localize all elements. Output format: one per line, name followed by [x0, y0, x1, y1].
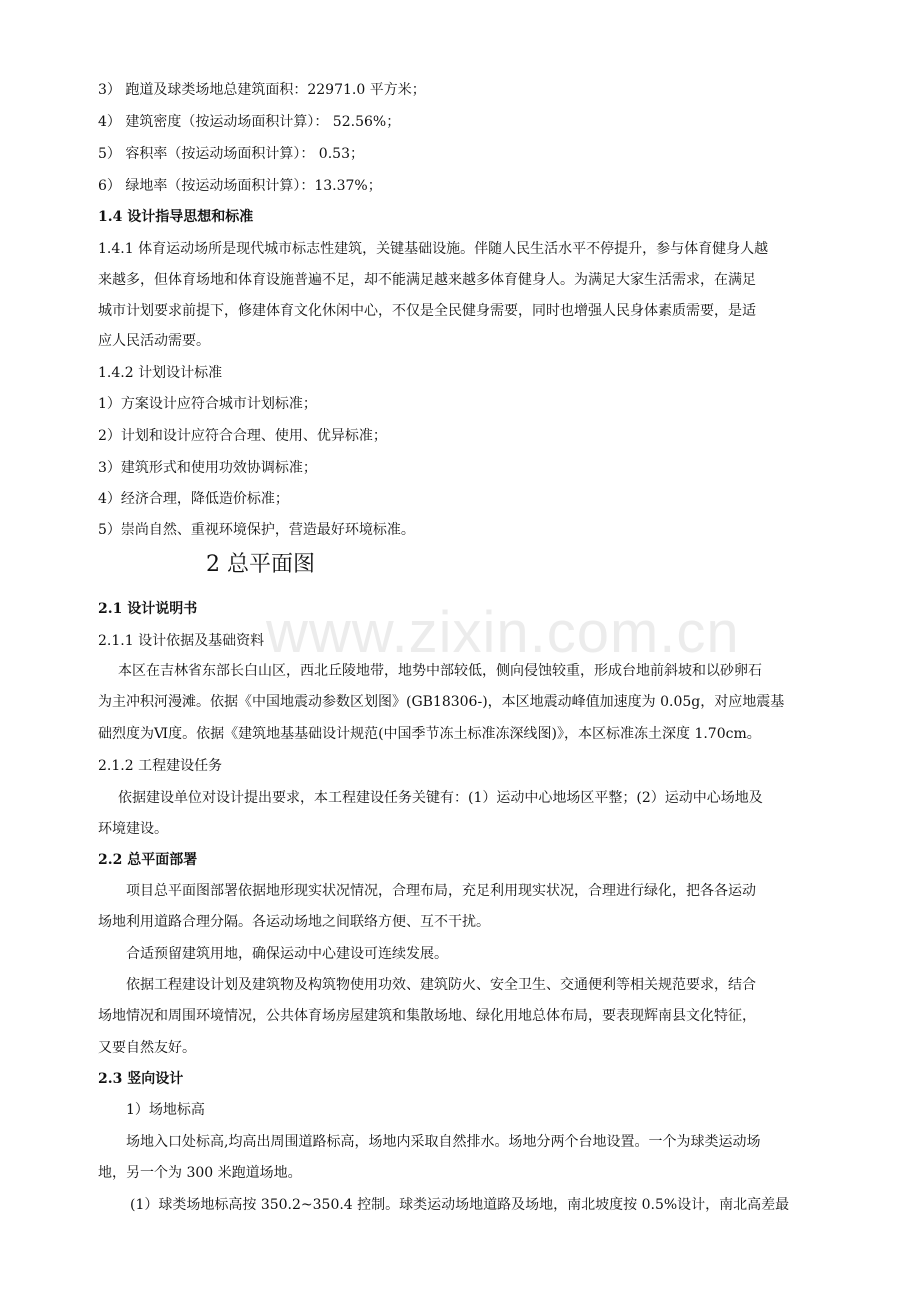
item-3-track-area: 3） 跑道及球类场地总建筑面积：22971.0 平方米；	[98, 82, 426, 98]
paragraph-1-4-1-line-4: 应人民活动需要。	[98, 333, 210, 349]
paragraph-1-4-1-line-1: 1.4.1 体育运动场所是现代城市标志性建筑，关键基础设施。伴随人民生活水平不停提升，参与体育健身人越	[98, 241, 769, 257]
paragraph-2-2-3-line-2: 场地情况和周围环境情况，公共体育场房屋建筑和集散场地、绿化用地总体布局，要表现辉南县文化特征，	[98, 1008, 756, 1024]
paragraph-2-2-1-line-1: 项目总平面图部署依据地形现实状况情况，合理布局，充足利用现实状况，合理进行绿化，把各各运动	[126, 883, 756, 899]
chapter-title: 2 总平面图	[206, 552, 315, 577]
paragraph-2-2-1-line-2: 场地利用道路合理分隔。各运动场地之间联络方便、互不干扰。	[98, 914, 490, 930]
paragraph-2-1-1-line-1: 本区在吉林省东部长白山区，西北丘陵地带，地势中部较低，侧向侵蚀较重，形成台地前斜坡和以砂卵石	[118, 663, 762, 679]
paragraph-2-1-2-line-1: 依据建设单位对设计提出要求，本工程建设任务关键有：(1）运动中心地场区平整；(2）运动中心场地及	[118, 790, 763, 806]
standard-item-3: 3）建筑形式和使用功效协调标准；	[98, 460, 317, 476]
heading-1-4-2: 1.4.2 计划设计标准	[98, 365, 223, 381]
paragraph-2-3-line-2: 地，另一个为 300 米跑道场地。	[98, 1165, 302, 1181]
paragraph-2-3-line-3: (1）球类场地标高按 350.2~350.4 控制。球类运动场地道路及场地，南北坡度按 0.5%设计，南北高差最	[130, 1197, 790, 1213]
standard-item-4: 4）经济合理，降低造价标准；	[98, 491, 289, 507]
standard-item-1: 1）方案设计应符合城市计划标准；	[98, 396, 317, 412]
heading-2-3: 2.3 竖向设计	[98, 1071, 184, 1087]
paragraph-2-2-3-line-1: 依据工程建设计划及建筑物及构筑物使用功效、建筑防火、安全卫生、交通便利等相关规范要求，结合	[126, 977, 756, 993]
subheading-site-elevation: 1）场地标高	[126, 1102, 205, 1118]
paragraph-2-2-2: 合适预留建筑用地，确保运动中心建设可连续发展。	[126, 946, 448, 962]
heading-2-2: 2.2 总平面部署	[98, 852, 198, 868]
paragraph-2-1-2-line-2: 环境建设。	[98, 821, 168, 837]
standard-item-2: 2）计划和设计应符合合理、使用、优异标准；	[98, 428, 387, 444]
watermark: www.zixin.com.cn	[266, 600, 740, 665]
item-5-floor-area-ratio: 5） 容积率（按运动场面积计算）： 0.53；	[98, 146, 364, 162]
heading-1-4: 1.4 设计指导思想和标准	[98, 209, 254, 225]
paragraph-2-3-line-1: 场地入口处标高,均高出周围道路标高，场地内采取自然排水。场地分两个台地设置。一个为球类运动场	[126, 1134, 761, 1150]
item-6-green-ratio: 6） 绿地率（按运动场面积计算）：13.37%；	[98, 178, 382, 194]
paragraph-2-1-1-line-3: 础烈度为Ⅵ度。依据《建筑地基基础设计规范(中国季节冻土标准冻深线图)》，本区标准冻土深度 1.70cm。	[98, 726, 761, 742]
paragraph-1-4-1-line-3: 城市计划要求前提下，修建体育文化休闲中心，不仅是全民健身需要，同时也增强人民身体素质需要，是适	[98, 303, 756, 319]
heading-2-1-1: 2.1.1 设计依据及基础资料	[98, 633, 265, 649]
standard-item-5: 5）崇尚自然、重视环境保护，营造最好环境标准。	[98, 522, 415, 538]
heading-2-1: 2.1 设计说明书	[98, 601, 198, 617]
paragraph-2-1-1-line-2: 为主冲积河漫滩。依据《中国地震动参数区划图》(GB18306-)，本区地震动峰值加速度为 0.05g，对应地震基	[98, 694, 785, 710]
heading-2-1-2: 2.1.2 工程建设任务	[98, 758, 223, 774]
item-4-building-density: 4） 建筑密度（按运动场面积计算）： 52.56%；	[98, 114, 401, 130]
paragraph-1-4-1-line-2: 来越多，但体育场地和体育设施普遍不足，却不能满足越来越多体育健身人。为满足大家生活需求，在满足	[98, 272, 756, 288]
paragraph-2-2-3-line-3: 又要自然友好。	[98, 1040, 196, 1056]
